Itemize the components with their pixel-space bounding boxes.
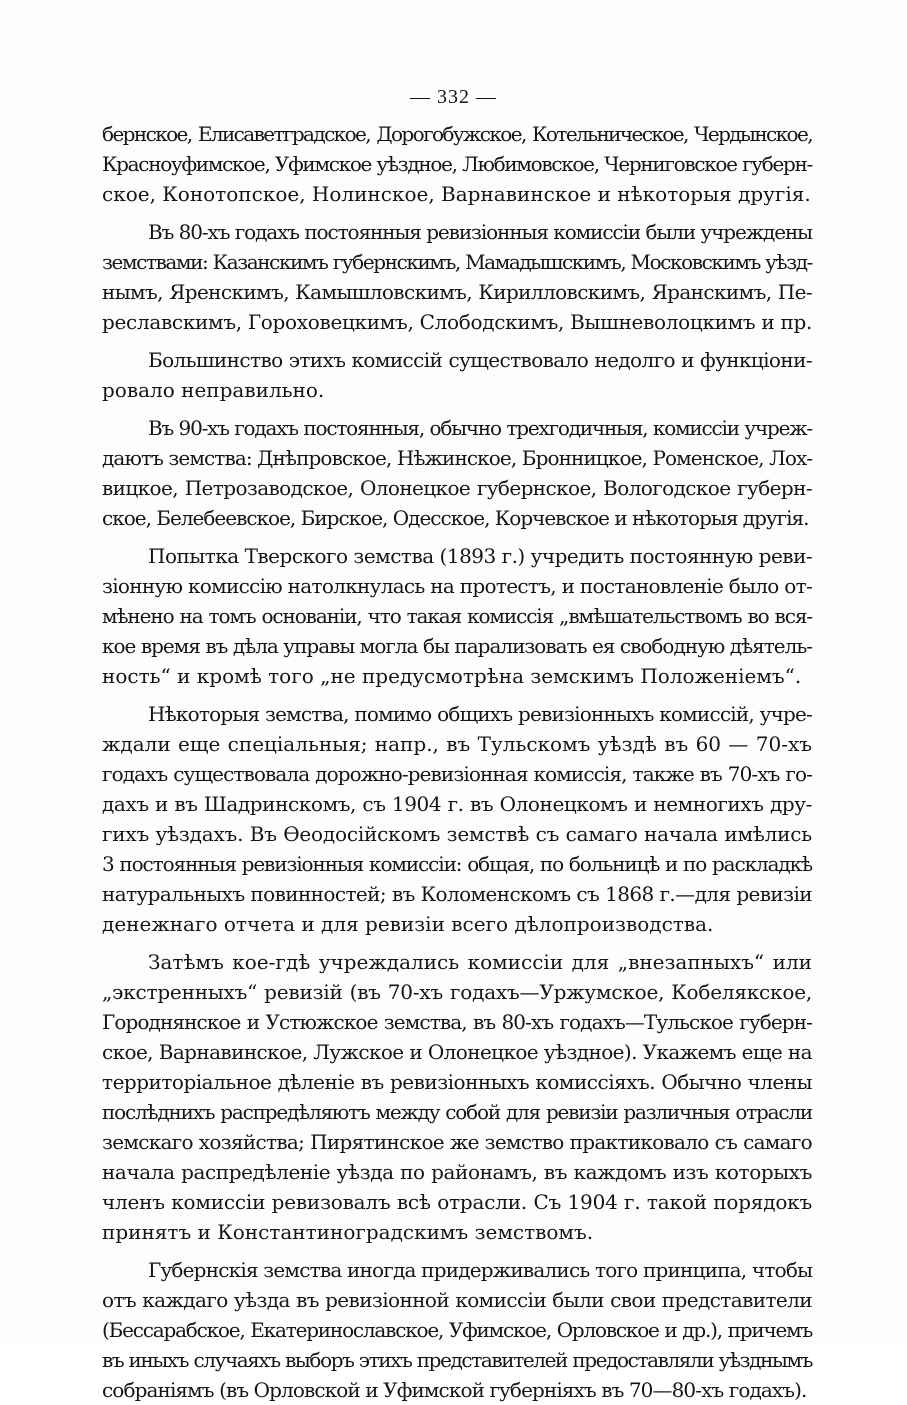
text-line: вицкое, Петрозаводское, Олонецкое губернское, Вологодское губерн-	[102, 476, 812, 500]
text-line: бернское, Елисаветградское, Дорогобужское, Котельническое, Чердынское,	[102, 122, 812, 146]
paragraph	[102, 1255, 812, 1405]
paragraph-gap	[102, 1247, 812, 1255]
text-line: „экстренныхъ“ ревизій (въ 70-хъ годахъ—Уржумское, Кобелякское,	[102, 980, 812, 1004]
paragraph-gap	[102, 405, 812, 413]
paragraph	[102, 119, 812, 209]
text-line: членъ комиссіи ревизовалъ всѣ отрасли. Съ 1904 г. такой порядокъ	[102, 1190, 812, 1214]
text-line: Губернскія земства иногда придерживались того принципа, чтобы	[148, 1258, 813, 1282]
text-line: Въ 80-хъ годахъ постоянныя ревизіонныя комиссіи были учреждены	[148, 220, 812, 244]
text-line: земствами: Казанскимъ губернскимъ, Мамадышскимъ, Московскимъ уѣзд-	[102, 250, 812, 274]
paragraph	[102, 947, 812, 1247]
text-line: ское, Варнавинское, Лужское и Олонецкое уѣздное). Укажемъ еще на	[102, 1040, 812, 1064]
text-line: Попытка Тверского земства (1893 г.) учредить постоянную реви-	[148, 544, 813, 568]
text-line: Красноуфимское, Уфимское уѣздное, Любимовское, Черниговское губерн-	[102, 152, 812, 176]
paragraph-gap	[102, 533, 812, 541]
text-line: начала распредѣленіе уѣзда по районамъ, въ каждомъ изъ которыхъ	[102, 1160, 812, 1184]
text-line: (Бессарабское, Екатеринославское, Уфимское, Орловское и др.), причемъ	[102, 1318, 812, 1342]
text-body	[102, 119, 812, 1405]
text-line: реславскимъ, Гороховецкимъ, Слободскимъ, Вышневолоцкимъ и пр.	[102, 310, 813, 334]
paragraph	[102, 413, 812, 533]
text-line: 3 постоянныя ревизіонныя комиссіи: общая, по больницѣ и по раскладкѣ	[102, 852, 812, 876]
text-line: ровало неправильно.	[102, 378, 325, 402]
page-number: — 332 —	[410, 86, 497, 108]
text-line: ность“ и кромѣ того „не предусмотрѣна земскимъ Положеніемъ“.	[102, 664, 802, 688]
text-line: дахъ и въ Шадринскомъ, съ 1904 г. въ Олонецкомъ и немногихъ дру-	[102, 792, 812, 816]
paragraph-gap	[102, 337, 812, 345]
text-line: послѣднихъ распредѣляютъ между собой для ревизіи различныя отрасли	[102, 1100, 812, 1124]
text-line: натуральныхъ повинностей; въ Коломенскомъ съ 1868 г.—для ревизіи	[102, 882, 812, 906]
text-line: земскаго хозяйства; Пирятинское же земство практиковало съ самаго	[102, 1130, 812, 1154]
text-line: собраніямъ (въ Орловской и Уфимской губерніяхъ въ 70—80-хъ годахъ).	[102, 1378, 807, 1402]
text-line: годахъ существовала дорожно-ревизіонная комиссія, также въ 70-хъ го-	[102, 762, 812, 786]
text-line: ское, Конотопское, Нолинское, Варнавинское и нѣкоторыя другія.	[102, 182, 811, 206]
text-line: территоріальное дѣленіе въ ревизіонныхъ комиссіяхъ. Обычно члены	[102, 1070, 812, 1094]
text-line: отъ каждаго уѣзда въ ревизіонной комиссіи были свои представители	[102, 1288, 812, 1312]
paragraph	[102, 345, 812, 405]
text-line: Нѣкоторыя земства, помимо общихъ ревизіонныхъ комиссій, учре-	[148, 702, 812, 726]
text-line: Затѣмъ кое-гдѣ учреждались комиссіи для „внезапныхъ“ или	[148, 950, 812, 974]
paragraph	[102, 541, 812, 691]
text-line: мѣнено на томъ основаніи, что такая комиссія „вмѣшательствомъ во вся-	[102, 604, 812, 628]
text-line: Городнянское и Устюжское земства, въ 80-хъ годахъ—Тульское губерн-	[102, 1010, 812, 1034]
text-line: нымъ, Яренскимъ, Камышловскимъ, Кирилловскимъ, Яранскимъ, Пе-	[102, 280, 812, 304]
text-line: кое время въ дѣла управы могла бы парализовать ея свободную дѣятель-	[102, 634, 812, 658]
text-line: ждали еще спеціальныя; напр., въ Тульскомъ уѣздѣ въ 60 — 70-хъ	[102, 732, 812, 756]
paragraph-gap	[102, 691, 812, 699]
paragraph-gap	[102, 209, 812, 217]
text-line: въ иныхъ случаяхъ выборъ этихъ представителей предоставляли уѣзднымъ	[102, 1348, 812, 1372]
text-line: денежнаго отчета и для ревизіи всего дѣлопроизводства.	[102, 912, 714, 936]
text-line: ское, Белебеевское, Бирское, Одесское, Корчевское и нѣкоторыя другія.	[102, 506, 809, 530]
paragraph-gap	[102, 939, 812, 947]
text-line: принятъ и Константиноградскимъ земствомъ.	[102, 1220, 594, 1244]
text-line: гихъ уѣздахъ. Въ Ѳеодосійскомъ земствѣ съ самаго начала имѣлись	[102, 822, 812, 846]
text-line: даютъ земства: Днѣпровское, Нѣжинское, Бронницкое, Роменское, Лох-	[102, 446, 813, 470]
paragraph	[102, 217, 812, 337]
text-line: Въ 90-хъ годахъ постоянныя, обычно трехгодичныя, комиссіи учреж-	[148, 416, 812, 440]
paragraph	[102, 699, 812, 939]
text-line: зіонную комиссію натолкнулась на протестъ, и постановленіе было от-	[102, 574, 813, 598]
text-line: Большинство этихъ комиссій существовало недолго и функціони-	[148, 348, 812, 372]
